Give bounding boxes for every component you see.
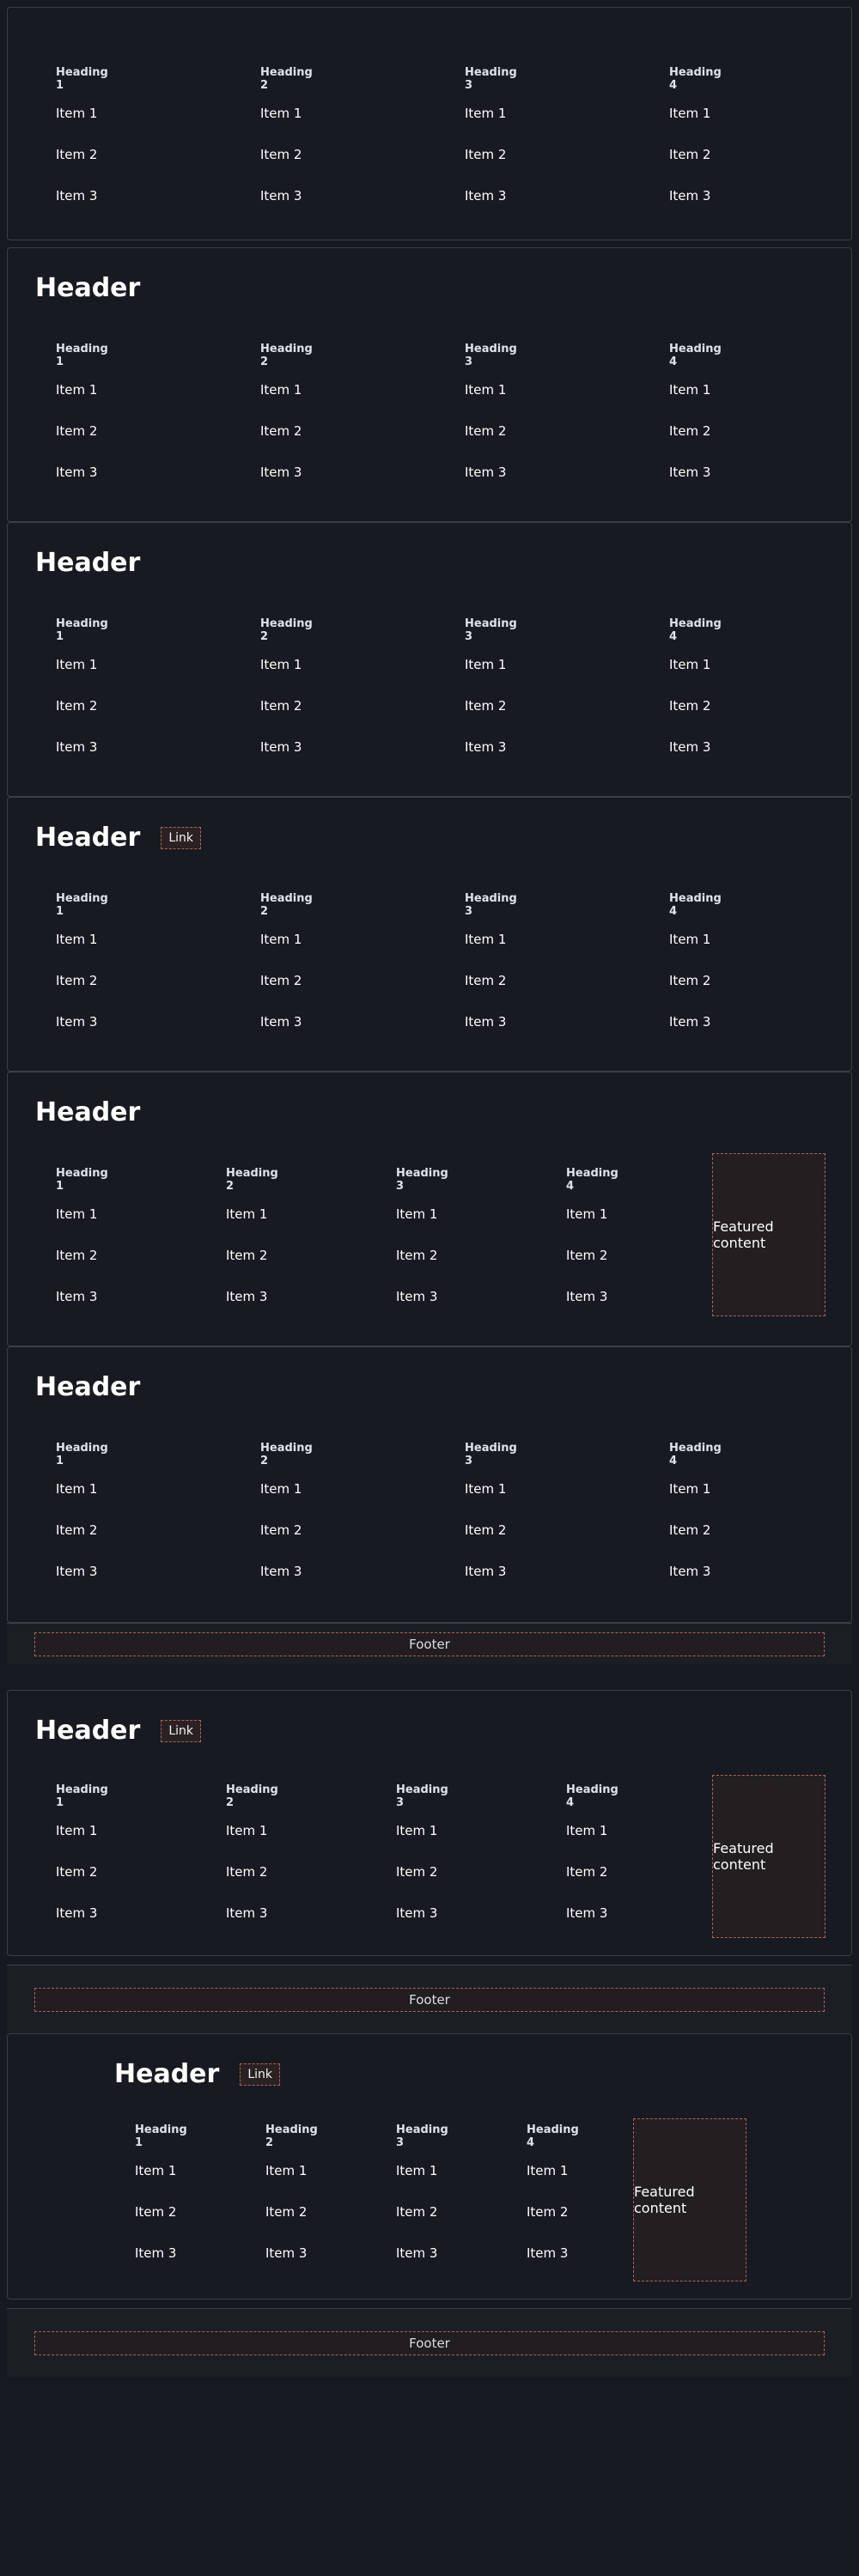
table-column-2	[226, 1167, 278, 1304]
table-column-1	[135, 2123, 187, 2261]
column-heading: Heading 2	[260, 66, 313, 92]
list-item: Item 1	[56, 932, 98, 947]
column-heading: Heading 4	[566, 1167, 618, 1193]
list-item: Item 1	[396, 2163, 438, 2178]
list-item: Item 2	[135, 2204, 177, 2220]
table-column-2	[265, 2123, 318, 2261]
list-item: Item 3	[396, 1905, 438, 1921]
column-heading: Heading 3	[465, 1442, 517, 1467]
list-item: Item 1	[465, 932, 507, 947]
column-heading: Heading 1	[56, 892, 108, 918]
list-item: Item 1	[56, 1206, 98, 1222]
list-item: Item 2	[566, 1864, 608, 1880]
list-item: Item 1	[260, 382, 302, 398]
column-heading: Heading 1	[56, 343, 108, 368]
list-item: Item 3	[396, 1289, 438, 1304]
footer: Footer	[34, 1988, 825, 2012]
list-item: Item 2	[669, 147, 711, 162]
list-item: Item 1	[265, 2163, 308, 2178]
list-item: Item 2	[465, 423, 507, 439]
footer-band	[7, 1965, 852, 2033]
table-column-1	[56, 1783, 108, 1921]
featured-content: Featured content	[712, 1775, 825, 1938]
table-column-1	[56, 617, 108, 755]
list-item: Item 2	[527, 2204, 569, 2220]
list-item: Item 2	[56, 1864, 98, 1880]
column-heading: Heading 3	[465, 892, 517, 918]
list-item: Item 1	[396, 1823, 438, 1838]
section-4	[7, 797, 852, 1072]
column-heading: Heading 1	[56, 1783, 108, 1809]
list-item: Item 1	[135, 2163, 177, 2178]
list-item: Item 3	[56, 188, 98, 204]
list-item: Item 3	[260, 1014, 302, 1030]
column-heading: Heading 3	[396, 1167, 448, 1193]
table-column-2	[260, 892, 313, 1030]
header-title: Header	[35, 1097, 141, 1127]
list-item: Item 3	[56, 739, 98, 755]
column-heading: Heading 4	[669, 1442, 722, 1467]
list-item: Item 3	[56, 1564, 98, 1579]
list-item: Item 2	[260, 973, 302, 988]
list-item: Item 1	[260, 1481, 302, 1497]
table-column-3	[465, 66, 517, 204]
featured-content: Featured content	[633, 2118, 746, 2281]
list-item: Item 3	[56, 1014, 98, 1030]
list-item: Item 2	[56, 1522, 98, 1538]
list-item: Item 1	[226, 1206, 268, 1222]
section-header	[35, 825, 201, 851]
list-item: Item 1	[260, 657, 302, 672]
list-item: Item 2	[260, 698, 302, 714]
section-1	[7, 7, 852, 240]
list-item: Item 2	[56, 423, 98, 439]
list-item: Item 1	[566, 1823, 608, 1838]
list-item: Item 1	[56, 657, 98, 672]
header-title: Header	[35, 823, 141, 853]
list-item: Item 2	[465, 973, 507, 988]
list-item: Item 3	[465, 1564, 507, 1579]
header-link[interactable]: Link	[161, 1720, 201, 1742]
column-heading: Heading 3	[465, 343, 517, 368]
header-link[interactable]: Link	[161, 827, 201, 849]
list-item: Item 1	[56, 106, 98, 121]
list-item: Item 1	[396, 1206, 438, 1222]
table-column-2	[260, 1442, 313, 1579]
table-column-2	[260, 343, 313, 480]
header-title: Header	[35, 548, 141, 578]
list-item: Item 2	[56, 973, 98, 988]
column-heading: Heading 3	[396, 1783, 448, 1809]
column-heading: Heading 4	[669, 617, 722, 643]
list-item: Item 3	[56, 1289, 98, 1304]
list-item: Item 2	[465, 147, 507, 162]
list-item: Item 3	[56, 465, 98, 480]
column-heading: Heading 4	[527, 2123, 579, 2149]
table-column-4	[527, 2123, 579, 2261]
list-item: Item 2	[396, 2204, 438, 2220]
section-8	[7, 2033, 852, 2300]
list-item: Item 3	[669, 1014, 711, 1030]
column-heading: Heading 3	[465, 66, 517, 92]
list-item: Item 2	[260, 423, 302, 439]
section-header	[35, 550, 140, 576]
list-item: Item 3	[396, 2245, 438, 2261]
table-column-3	[465, 343, 517, 480]
column-heading: Heading 2	[260, 617, 313, 643]
column-heading: Heading 4	[669, 66, 722, 92]
list-item: Item 2	[56, 1248, 98, 1263]
list-item: Item 1	[465, 657, 507, 672]
table-column-1	[56, 343, 108, 480]
table-column-4	[669, 892, 722, 1030]
list-item: Item 1	[260, 106, 302, 121]
list-item: Item 2	[396, 1248, 438, 1263]
section-2	[7, 247, 852, 522]
list-item: Item 1	[56, 382, 98, 398]
list-item: Item 2	[669, 423, 711, 439]
list-item: Item 2	[669, 1522, 711, 1538]
table-column-3	[396, 2123, 448, 2261]
list-item: Item 3	[669, 465, 711, 480]
list-item: Item 2	[465, 1522, 507, 1538]
featured-content: Featured content	[712, 1153, 825, 1316]
list-item: Item 1	[669, 657, 711, 672]
list-item: Item 3	[669, 188, 711, 204]
list-item: Item 2	[396, 1864, 438, 1880]
column-heading: Heading 2	[226, 1783, 278, 1809]
list-item: Item 2	[226, 1864, 268, 1880]
list-item: Item 3	[56, 1905, 98, 1921]
table-column-4	[669, 343, 722, 480]
list-item: Item 1	[566, 1206, 608, 1222]
table-column-3	[465, 617, 517, 755]
list-item: Item 3	[527, 2245, 569, 2261]
list-item: Item 1	[527, 2163, 569, 2178]
section-header	[114, 2059, 280, 2089]
footer-band	[7, 2308, 852, 2377]
list-item: Item 3	[265, 2245, 308, 2261]
section-6	[7, 1346, 852, 1623]
column-heading: Heading 2	[265, 2123, 318, 2149]
table-column-4	[669, 617, 722, 755]
header-title: Header	[35, 1372, 141, 1402]
list-item: Item 1	[465, 382, 507, 398]
table-column-3	[465, 1442, 517, 1579]
table-column-2	[226, 1783, 278, 1921]
table-column-3	[396, 1167, 448, 1304]
list-item: Item 3	[260, 739, 302, 755]
list-item: Item 2	[56, 147, 98, 162]
table-column-4	[566, 1783, 618, 1921]
column-heading: Heading 3	[396, 2123, 448, 2149]
list-item: Item 2	[566, 1248, 608, 1263]
list-item: Item 1	[669, 932, 711, 947]
list-item: Item 1	[465, 106, 507, 121]
list-item: Item 1	[669, 106, 711, 121]
list-item: Item 3	[566, 1289, 608, 1304]
list-item: Item 1	[56, 1481, 98, 1497]
list-item: Item 2	[265, 2204, 308, 2220]
column-heading: Heading 1	[56, 1442, 108, 1467]
list-item: Item 1	[669, 1481, 711, 1497]
column-heading: Heading 2	[260, 343, 313, 368]
section-header	[35, 1097, 141, 1127]
table-column-1	[56, 66, 108, 204]
footer: Footer	[34, 1632, 825, 1656]
column-heading: Heading 1	[135, 2123, 187, 2149]
list-item: Item 2	[465, 698, 507, 714]
column-heading: Heading 1	[56, 66, 108, 92]
list-item: Item 3	[465, 465, 507, 480]
column-heading: Heading 1	[56, 617, 108, 643]
section-header	[35, 1372, 141, 1402]
column-heading: Heading 1	[56, 1167, 108, 1193]
table-column-1	[56, 1442, 108, 1579]
list-item: Item 2	[669, 698, 711, 714]
list-item: Item 1	[465, 1481, 507, 1497]
list-item: Item 1	[226, 1823, 268, 1838]
list-item: Item 3	[260, 1564, 302, 1579]
footer: Footer	[34, 2331, 825, 2355]
table-column-4	[669, 66, 722, 204]
table-column-2	[260, 617, 313, 755]
list-item: Item 2	[260, 1522, 302, 1538]
table-column-2	[260, 66, 313, 204]
table-column-4	[566, 1167, 618, 1304]
column-heading: Heading 3	[465, 617, 517, 643]
list-item: Item 2	[669, 973, 711, 988]
header-title: Header	[114, 2059, 220, 2089]
list-item: Item 3	[226, 1905, 268, 1921]
list-item: Item 3	[260, 465, 302, 480]
list-item: Item 3	[260, 188, 302, 204]
list-item: Item 3	[465, 188, 507, 204]
column-heading: Heading 4	[669, 343, 722, 368]
section-3	[7, 522, 852, 797]
list-item: Item 2	[226, 1248, 268, 1263]
list-item: Item 1	[260, 932, 302, 947]
list-item: Item 1	[669, 382, 711, 398]
section-7	[7, 1690, 852, 1956]
table-column-3	[465, 892, 517, 1030]
footer-band	[7, 1623, 852, 1664]
column-heading: Heading 4	[669, 892, 722, 918]
table-column-1	[56, 892, 108, 1030]
column-heading: Heading 2	[226, 1167, 278, 1193]
section-header	[35, 1718, 201, 1744]
table-column-3	[396, 1783, 448, 1921]
table-column-1	[56, 1167, 108, 1304]
column-heading: Heading 2	[260, 1442, 313, 1467]
header-link[interactable]: Link	[240, 2063, 280, 2086]
header-title: Header	[35, 1716, 141, 1746]
list-item: Item 3	[135, 2245, 177, 2261]
list-item: Item 3	[669, 739, 711, 755]
list-item: Item 3	[465, 739, 507, 755]
column-heading: Heading 4	[566, 1783, 618, 1809]
list-item: Item 3	[669, 1564, 711, 1579]
section-header	[35, 273, 141, 303]
list-item: Item 2	[56, 698, 98, 714]
list-item: Item 2	[260, 147, 302, 162]
list-item: Item 1	[56, 1823, 98, 1838]
list-item: Item 3	[226, 1289, 268, 1304]
header-title: Header	[35, 273, 141, 303]
table-column-4	[669, 1442, 722, 1579]
section-5	[7, 1072, 852, 1346]
list-item: Item 3	[465, 1014, 507, 1030]
column-heading: Heading 2	[260, 892, 313, 918]
list-item: Item 3	[566, 1905, 608, 1921]
